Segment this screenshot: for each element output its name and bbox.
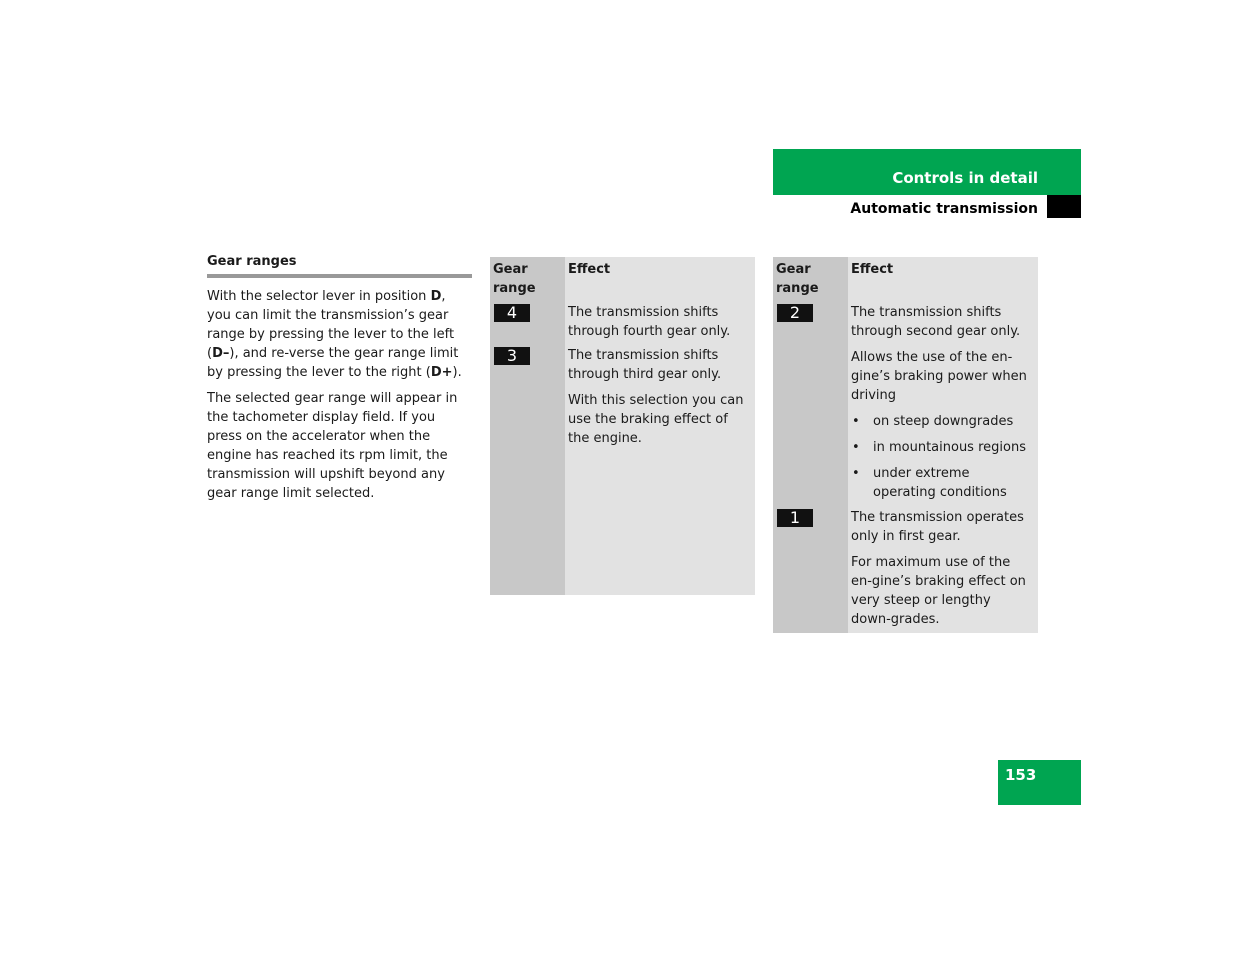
effect-cell [568, 346, 749, 455]
gear-table-right [773, 257, 1038, 633]
position-d-minus: D– [212, 346, 230, 361]
section-title: Automatic transmission [850, 201, 1038, 217]
intro-paragraph-1 [207, 287, 473, 382]
list-item: • under extreme operating conditions [851, 464, 1032, 502]
effect-header: Effect [568, 262, 611, 277]
page-number-box [998, 760, 1081, 805]
gear-table-left [490, 257, 755, 595]
effect-cell [851, 303, 1032, 509]
effect-text: With this selection you can use the braking effect of the engine. [568, 393, 744, 446]
intro-paragraph-2: The selected gear range will appear in the tachometer display field. If you press on the accelerator when the engine has reached its rpm limit, the transmission will upshift beyond any gear range limit selected. [207, 391, 458, 501]
gear-badge-1: 1 [777, 509, 813, 527]
effect-text: The transmission shifts through fourth gear only. [568, 305, 731, 339]
chapter-title: Controls in detail [892, 169, 1038, 187]
gear-range-header: Gear range [776, 262, 819, 296]
effect-text: The transmission shifts through second gear only. [851, 305, 1021, 339]
bullet-list [851, 412, 1032, 502]
text-span: ), and re-verse the gear range limit by pressing the lever to the right ( [207, 346, 459, 380]
text-span: With the selector lever in position [207, 289, 431, 304]
chapter-header [773, 149, 1081, 195]
effect-header: Effect [851, 262, 894, 277]
text-span: ). [452, 365, 462, 380]
list-item: • on steep downgrades [851, 412, 1032, 431]
gear-badge-3: 3 [494, 347, 530, 365]
gear-range-header: Gear range [493, 262, 536, 296]
page-number: 153 [1005, 766, 1037, 784]
effect-text: The transmission shifts through third gear only. [568, 348, 722, 382]
section-marker [1047, 195, 1081, 218]
effect-cell [568, 303, 749, 348]
section-header [773, 195, 1081, 218]
list-item: • in mountainous regions [851, 438, 1032, 457]
gear-badge-4: 4 [494, 304, 530, 322]
effect-text: The transmission operates only in first gear. [851, 510, 1024, 544]
text-span: , you can limit the transmission’s gear range by pressing the lever to the left ( [207, 289, 455, 361]
effect-cell [851, 508, 1032, 636]
position-d: D [430, 289, 442, 304]
effect-text: Allows the use of the en-gine’s braking power when driving [851, 350, 1027, 403]
position-d-plus: D+ [430, 365, 453, 380]
gear-ranges-heading: Gear ranges [207, 254, 472, 278]
effect-text: For maximum use of the en-gine’s braking effect on very steep or lengthy down-grades. [851, 555, 1026, 627]
gear-badge-2: 2 [777, 304, 813, 322]
intro-text [207, 287, 473, 510]
